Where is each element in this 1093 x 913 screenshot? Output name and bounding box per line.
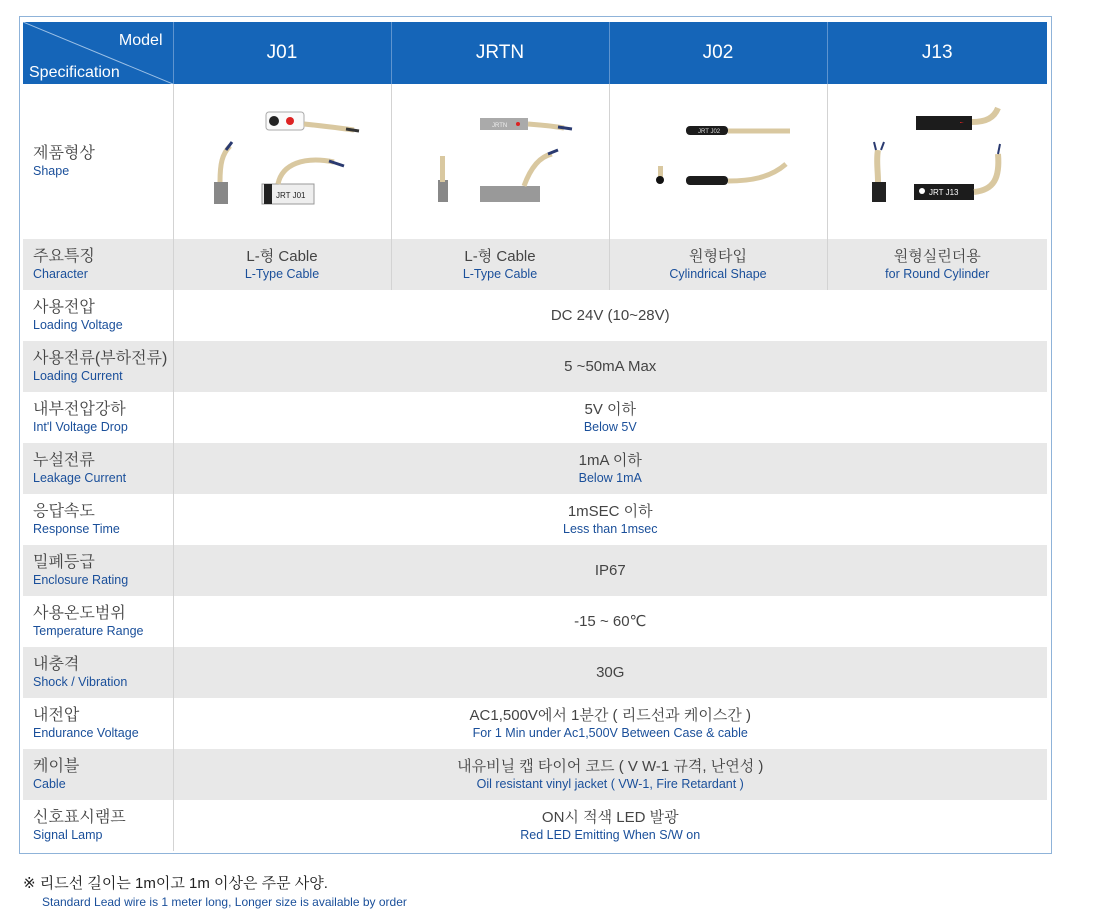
spec-row-voltage: [23, 290, 1047, 341]
label-en: Endurance Voltage: [33, 726, 139, 740]
spec-row-endurance: [23, 698, 1047, 749]
model-label: Model: [118, 32, 163, 49]
label-ko: 사용온도범위: [33, 605, 126, 622]
row-label: [23, 749, 173, 800]
character-j02: [609, 239, 827, 290]
spec-table: [23, 22, 1047, 851]
value-ko: -15 ~ 60℃: [574, 613, 647, 630]
label-ko: 내전압: [33, 707, 80, 724]
value-en: Cylindrical Shape: [669, 267, 767, 281]
value-ko: IP67: [594, 562, 626, 579]
value-ko: 내유비닐 캡 타이어 코드 ( V W-1 규격, 난연성 ): [457, 758, 764, 775]
label-en: Cable: [33, 777, 66, 791]
spec-row-response: [23, 494, 1047, 545]
label-en: Shock / Vibration: [33, 675, 128, 689]
value-ko: L-형 Cable: [246, 248, 318, 265]
row-label: [23, 647, 173, 698]
spec-value: [173, 392, 1047, 443]
row-label: [23, 698, 173, 749]
spec-row-leakage: [23, 443, 1047, 494]
label-ko: 응답속도: [33, 503, 95, 520]
value-ko: 1mSEC 이하: [567, 503, 653, 520]
value-ko: 원형타입: [689, 248, 747, 265]
spec-row-enclosure: [23, 545, 1047, 596]
value-ko: 1mA 이하: [578, 452, 642, 469]
model-j13: J13: [827, 22, 1047, 84]
jrtn-tag: JRTN: [491, 123, 507, 129]
label-en: Leakage Current: [33, 471, 127, 485]
value-en: Oil resistant vinyl jacket ( VW-1, Fire Retardant ): [476, 777, 744, 791]
row-label: [23, 443, 173, 494]
header-corner: [23, 22, 173, 84]
value-ko: L-형 Cable: [464, 248, 536, 265]
spec-value: [173, 698, 1047, 749]
image-j02: [609, 84, 827, 239]
row-label: [23, 341, 173, 392]
label-en: Temperature Range: [33, 624, 144, 638]
image-j01: [173, 84, 391, 239]
value-ko: 원형실린더용: [893, 248, 981, 265]
spec-value: [173, 596, 1047, 647]
label-en: Loading Voltage: [33, 318, 123, 332]
label-ko: 밀폐등급: [33, 554, 95, 571]
spec-value: [173, 749, 1047, 800]
spec-row-temperature: [23, 596, 1047, 647]
row-label: [23, 84, 173, 239]
label-ko: 케이블: [33, 758, 80, 775]
model-jrtn: JRTN: [391, 22, 609, 84]
sensor-j02-image: [610, 84, 828, 234]
label-ko: 제품형상: [33, 145, 95, 162]
label-ko: 사용전류(부하전류): [33, 350, 168, 367]
value-en: Below 5V: [583, 420, 637, 434]
value-en: for Round Cylinder: [885, 267, 990, 281]
spec-value: [173, 800, 1047, 851]
image-jrtn: [391, 84, 609, 239]
value-en: For 1 Min under Ac1,500V Between Case & cable: [472, 726, 748, 740]
value-ko: DC 24V (10~28V): [550, 307, 670, 324]
j01-tag: JRT J01: [275, 191, 305, 200]
value-en: Less than 1msec: [563, 522, 658, 536]
spec-row-shock: [23, 647, 1047, 698]
sensor-j01-image: [174, 84, 392, 234]
label-en: Enclosure Rating: [33, 573, 129, 587]
value-ko: ON시 적색 LED 발광: [541, 809, 679, 826]
model-j02: J02: [609, 22, 827, 84]
footnote-en: Standard Lead wire is 1 meter long, Longer size is available by order: [42, 895, 407, 909]
value-en: Below 1mA: [578, 471, 642, 485]
j02-tag: JRT J02: [697, 129, 720, 135]
character-j01: [173, 239, 391, 290]
label-en: Response Time: [33, 522, 120, 536]
spec-row-current: [23, 341, 1047, 392]
row-label: [23, 494, 173, 545]
value-en: Red LED Emitting When S/W on: [520, 828, 701, 842]
label-ko: 내충격: [33, 656, 80, 673]
spec-row-cable: [23, 749, 1047, 800]
sensor-j13-image: [828, 84, 1048, 234]
value-ko: 5 ~50mA Max: [564, 358, 657, 375]
label-en: Shape: [33, 164, 70, 178]
row-label: [23, 545, 173, 596]
character-j13: [827, 239, 1047, 290]
row-label: [23, 596, 173, 647]
label-en: Loading Current: [33, 369, 123, 383]
shape-row: [23, 84, 1047, 239]
spec-value: [173, 494, 1047, 545]
spec-value: [173, 443, 1047, 494]
spec-row-signal-lamp: [23, 800, 1047, 851]
label-ko: 내부전압강하: [33, 401, 126, 418]
spec-value: [173, 545, 1047, 596]
model-j01: J01: [173, 22, 391, 84]
row-label: [23, 800, 173, 851]
label-ko: 누설전류: [33, 452, 95, 469]
row-label: [23, 290, 173, 341]
image-j13: [827, 84, 1047, 239]
row-label: [23, 239, 173, 290]
label-ko: 사용전압: [33, 299, 95, 316]
specification-label: Specification: [29, 64, 120, 81]
footnote-ko: ※ 리드선 길이는 1m이고 1m 이상은 주문 사양.: [23, 875, 328, 892]
spec-value: [173, 647, 1047, 698]
sensor-jrtn-image: [392, 84, 610, 234]
value-ko: 30G: [596, 664, 625, 681]
label-en: Int'l Voltage Drop: [33, 420, 128, 434]
label-ko: 신호표시램프: [33, 809, 126, 826]
spec-value: [173, 341, 1047, 392]
value-en: L-Type Cable: [462, 267, 538, 281]
character-row: [23, 239, 1047, 290]
character-jrtn: [391, 239, 609, 290]
label-en: Signal Lamp: [33, 828, 103, 842]
j13-tag: JRT J13: [928, 188, 958, 197]
value-en: L-Type Cable: [244, 267, 320, 281]
header-row: [23, 22, 1047, 84]
spec-row-voltage-drop: [23, 392, 1047, 443]
spec-value: [173, 290, 1047, 341]
label-en: Character: [33, 267, 88, 281]
value-ko: AC1,500V에서 1분간 ( 리드선과 케이스간 ): [469, 707, 751, 724]
label-ko: 주요특징: [33, 248, 95, 265]
value-ko: 5V 이하: [584, 401, 636, 418]
row-label: [23, 392, 173, 443]
